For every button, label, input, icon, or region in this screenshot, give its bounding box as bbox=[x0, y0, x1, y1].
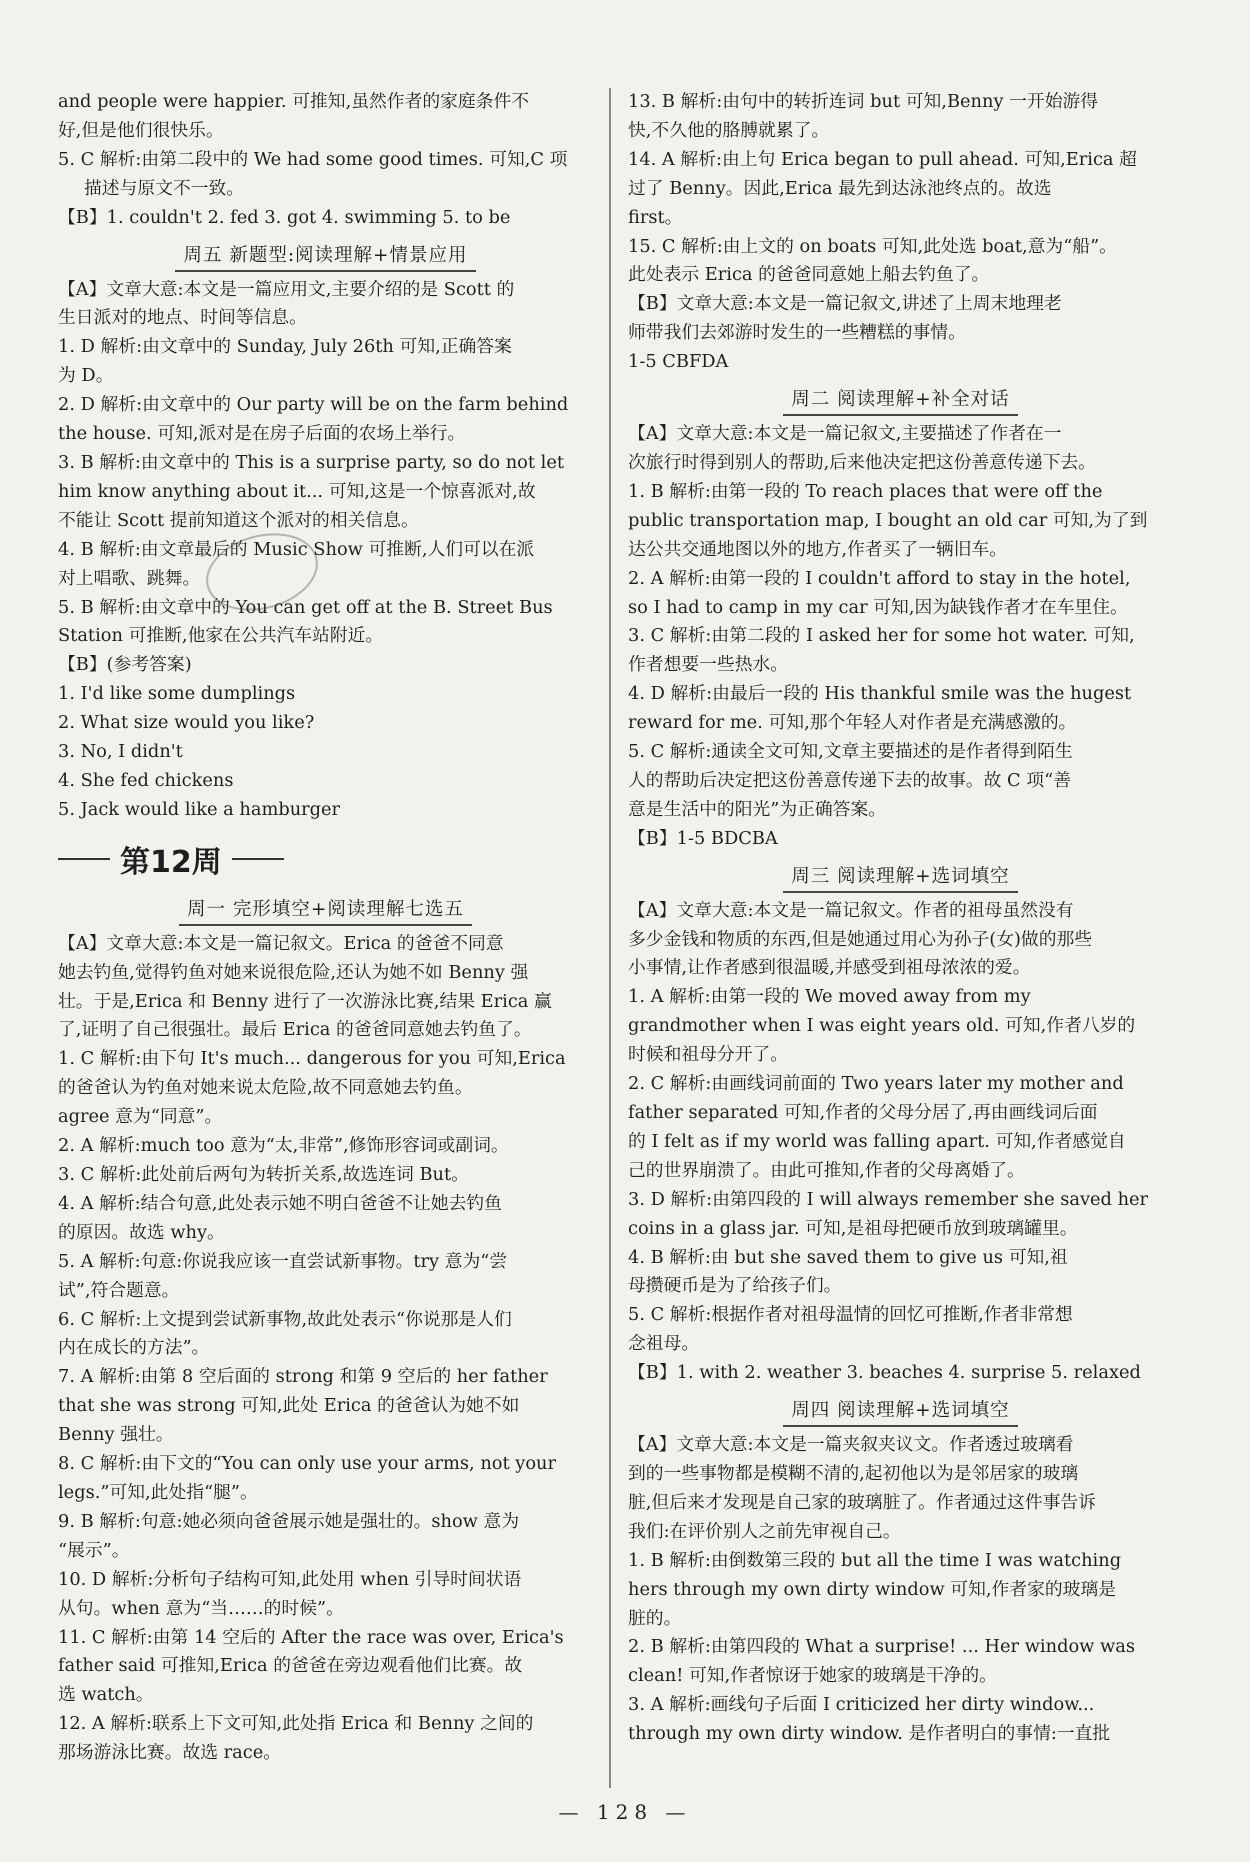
text-line: 【B】1-5 BDCBA bbox=[628, 827, 778, 849]
text-line: 3. A 解析:画线句子后面 I criticized her dirty window... bbox=[628, 1694, 1095, 1716]
text-line: 14. A 解析:由上句 Erica began to pull ahead. 可知,Erica 超 bbox=[628, 148, 1137, 170]
text-line: 【A】文章大意:本文是一篇记叙文。Erica 的爸爸不同意 bbox=[58, 932, 504, 954]
text-line: 脏,但后来才发现是自己家的玻璃脏了。作者通过这件事告诉 bbox=[628, 1491, 1096, 1513]
text-line: 人的帮助后决定把这份善意传递下去的故事。故 C 项“善 bbox=[628, 769, 1071, 791]
section-heading bbox=[58, 895, 593, 926]
text-line: 1-5 CBFDA bbox=[628, 351, 729, 373]
text-line: 从句。when 意为“当……的时候”。 bbox=[58, 1597, 344, 1619]
week-rule-left bbox=[58, 858, 110, 860]
text-line: 11. C 解析:由第 14 空后的 After the race was over, Erica's bbox=[58, 1626, 564, 1648]
text-line: agree 意为“同意”。 bbox=[58, 1106, 223, 1128]
text-line: through my own dirty window. 是作者明白的事情:一直批 bbox=[628, 1723, 1111, 1745]
text-line: 1. I'd like some dumplings bbox=[58, 683, 296, 705]
text-line: 3. C 解析:此处前后两句为转折关系,故选连词 But。 bbox=[58, 1164, 469, 1185]
text-line: 3. D 解析:由第四段的 I will always remember she saved her bbox=[628, 1188, 1149, 1210]
text-line: Benny 强壮。 bbox=[58, 1424, 174, 1446]
text-line: 试”,符合题意。 bbox=[58, 1279, 180, 1301]
week-title-text: 第12周 bbox=[120, 844, 222, 880]
text-line: and people were happier. 可推知,虽然作者的家庭条件不 bbox=[58, 91, 530, 112]
text-line: 的原因。故选 why。 bbox=[58, 1221, 225, 1243]
text-line: 5. Jack would like a hamburger bbox=[58, 798, 341, 820]
text-line: 2. D 解析:由文章中的 Our party will be on the farm behind bbox=[58, 394, 569, 416]
text-line: 8. C 解析:由下文的“You can only use your arms, not your bbox=[58, 1453, 557, 1475]
text-line: 13. B 解析:由句中的转折连词 but 可知,Benny 一开始游得 bbox=[628, 91, 1099, 112]
text-line: 对上唱歌、跳舞。 bbox=[58, 567, 201, 589]
text-line: first。 bbox=[628, 206, 683, 228]
section-heading-text: 周一 完形填空+阅读理解七选五 bbox=[179, 895, 472, 926]
text-line: 【B】(参考答案) bbox=[58, 654, 192, 676]
text-line: him know anything about it... 可知,这是一个惊喜派对,故 bbox=[58, 480, 536, 502]
text-line: 4. A 解析:结合句意,此处表示她不明白爸爸不让她去钓鱼 bbox=[58, 1192, 502, 1214]
section-heading-text: 周四 阅读理解+选词填空 bbox=[783, 1396, 1017, 1427]
text-line: 4. D 解析:由最后一段的 His thankful smile was the hugest bbox=[628, 683, 1132, 705]
text-line: 6. C 解析:上文提到尝试新事物,故此处表示“你说那是人们 bbox=[58, 1308, 512, 1330]
text-line: 1. D 解析:由文章中的 Sunday, July 26th 可知,正确答案 bbox=[58, 336, 512, 358]
text-line: 好,但是他们很快乐。 bbox=[58, 119, 224, 141]
text-line: 脏的。 bbox=[628, 1607, 682, 1629]
week-rule-right bbox=[232, 858, 284, 860]
text-line: 多少金钱和物质的东西,但是她通过用心为孙子(女)做的那些 bbox=[628, 928, 1093, 950]
text-line: 她去钓鱼,觉得钓鱼对她来说很危险,还认为她不如 Benny 强 bbox=[58, 961, 529, 983]
text-line: 的爸爸认为钓鱼对她来说太危险,故不同意她去钓鱼。 bbox=[58, 1077, 473, 1099]
text-line: 生日派对的地点、时间等信息。 bbox=[58, 307, 307, 329]
text-line: 1. C 解析:由下句 It's much... dangerous for you 可知,Erica bbox=[58, 1048, 566, 1070]
section-heading bbox=[628, 862, 1173, 893]
text-line: 了,证明了自己很强壮。最后 Erica 的爸爸同意她去钓鱼了。 bbox=[58, 1019, 532, 1041]
text-line: 1. B 解析:由倒数第三段的 but all the time I was watching bbox=[628, 1549, 1122, 1571]
text-line: 3. B 解析:由文章中的 This is a surprise party, so do not let bbox=[58, 451, 565, 473]
text-line: 为 D。 bbox=[58, 365, 114, 387]
text-line: 【A】文章大意:本文是一篇记叙文。作者的祖母虽然没有 bbox=[628, 899, 1074, 921]
text-line: so I had to camp in my car 可知,因为缺钱作者才在车里住。 bbox=[628, 596, 1128, 618]
text-line: “展示”。 bbox=[58, 1539, 130, 1561]
text-line: the house. 可知,派对是在房子后面的农场上举行。 bbox=[58, 423, 466, 445]
text-line: 次旅行时得到别人的帮助,后来他决定把这份善意传递下去。 bbox=[628, 451, 1096, 473]
text-line: 12. A 解析:联系上下文可知,此处指 Erica 和 Benny 之间的 bbox=[58, 1713, 534, 1735]
text-line: 4. B 解析:由文章最后的 Music Show 可推断,人们可以在派 bbox=[58, 538, 535, 560]
text-line: 3. C 解析:由第二段的 I asked her for some hot water. 可知, bbox=[628, 625, 1135, 647]
text-line: 不能让 Scott 提前知道这个派对的相关信息。 bbox=[58, 509, 419, 531]
text-line: 2. C 解析:由画线词前面的 Two years later my mother and bbox=[628, 1073, 1124, 1095]
text-line: 念祖母。 bbox=[628, 1333, 700, 1355]
text-line: 7. A 解析:由第 8 空后面的 strong 和第 9 空后的 her father bbox=[58, 1366, 548, 1388]
text-line: 过了 Benny。因此,Erica 最先到达泳池终点的。故选 bbox=[628, 177, 1052, 199]
text-line: 4. B 解析:由 but she saved them to give us 可知,祖 bbox=[628, 1246, 1068, 1268]
text-line: that she was strong 可知,此处 Erica 的爸爸认为她不如 bbox=[58, 1395, 520, 1417]
text-line: 【A】文章大意:本文是一篇夹叙夹议文。作者透过玻璃看 bbox=[628, 1434, 1074, 1456]
text-line: legs.”可知,此处指“腿”。 bbox=[58, 1481, 258, 1503]
text-line: 师带我们去郊游时发生的一些糟糕的事情。 bbox=[628, 322, 966, 344]
text-line: 小事情,让作者感到很温暖,并感受到祖母浓浓的爱。 bbox=[628, 957, 1031, 979]
text-line: 【B】文章大意:本文是一篇记叙文,讲述了上周末地理老 bbox=[628, 293, 1062, 315]
week-title bbox=[58, 835, 593, 883]
text-line: 快,不久他的胳膊就累了。 bbox=[628, 119, 830, 141]
section-heading bbox=[628, 385, 1173, 416]
text-line: hers through my own dirty window 可知,作者家的玻璃是 bbox=[628, 1578, 1116, 1600]
text-line: 那场游泳比赛。故选 race。 bbox=[58, 1742, 282, 1764]
section-heading-text: 周五 新题型:阅读理解+情景应用 bbox=[175, 241, 475, 272]
text-line: Station 可推断,他家在公共汽车站附近。 bbox=[58, 625, 384, 647]
text-line: 作者想要一些热水。 bbox=[628, 654, 789, 676]
text-line: 描述与原文不一致。 bbox=[84, 177, 245, 199]
text-line: 1. B 解析:由第一段的 To reach places that were off the bbox=[628, 480, 1103, 502]
text-line: 10. D 解析:分析句子结构可知,此处用 when 引导时间状语 bbox=[58, 1568, 522, 1590]
left-column bbox=[58, 88, 593, 1768]
text-line: 己的世界崩溃了。由此可推知,作者的父母离婚了。 bbox=[628, 1159, 1025, 1181]
text-line: 的 I felt as if my world was falling apart. 可知,作者感觉自 bbox=[628, 1130, 1126, 1152]
section-heading bbox=[628, 1396, 1173, 1427]
text-line: 9. B 解析:句意:她必须向爸爸展示她是强壮的。show 意为 bbox=[58, 1510, 520, 1532]
page-number: — 128 — bbox=[558, 1800, 692, 1824]
text-line: 此处表示 Erica 的爸爸同意她上船去钓鱼了。 bbox=[628, 264, 990, 286]
text-line: 2. A 解析:much too 意为“太,非常”,修饰形容词或副词。 bbox=[58, 1135, 509, 1157]
text-line: 【B】1. couldn't 2. fed 3. got 4. swimming 5. to be bbox=[58, 206, 511, 228]
text-line: 5. C 解析:由第二段中的 We had some good times. 可知,C 项 bbox=[58, 148, 568, 170]
section-heading bbox=[58, 241, 593, 272]
text-line: reward for me. 可知,那个年轻人对作者是充满感激的。 bbox=[628, 712, 1077, 734]
right-column bbox=[628, 88, 1173, 1749]
text-line: 2. What size would you like? bbox=[58, 712, 315, 734]
text-line: 选 watch。 bbox=[58, 1684, 154, 1706]
text-line: coins in a glass jar. 可知,是祖母把硬币放到玻璃罐里。 bbox=[628, 1217, 1078, 1239]
text-line: father separated 可知,作者的父母分居了,再由画线词后面 bbox=[628, 1102, 1098, 1123]
section-heading-text: 周二 阅读理解+补全对话 bbox=[783, 385, 1017, 416]
text-line: 我们:在评价别人之前先审视自己。 bbox=[628, 1520, 901, 1542]
text-line: 【A】文章大意:本文是一篇记叙文,主要描述了作者在一 bbox=[628, 423, 1062, 445]
text-line: 2. B 解析:由第四段的 What a surprise! ... Her window was bbox=[628, 1636, 1135, 1658]
text-line: public transportation map, I bought an old car 可知,为了到 bbox=[628, 509, 1148, 531]
text-line: 5. C 解析:通读全文可知,文章主要描述的是作者得到陌生 bbox=[628, 741, 1073, 763]
text-line: 【B】1. with 2. weather 3. beaches 4. surprise 5. relaxed bbox=[628, 1362, 1141, 1384]
text-line: 4. She fed chickens bbox=[58, 769, 234, 791]
text-line: 内在成长的方法”。 bbox=[58, 1337, 210, 1359]
text-line: 5. B 解析:由文章中的 You can get off at the B. Street Bus bbox=[58, 596, 553, 618]
text-line: 意是生活中的阳光”为正确答案。 bbox=[628, 798, 887, 820]
text-line: 壮。于是,Erica 和 Benny 进行了一次游泳比赛,结果 Erica 赢 bbox=[58, 990, 552, 1012]
text-line: 母攒硬币是为了给孩子们。 bbox=[628, 1275, 842, 1297]
text-line: 达公共交通地图以外的地方,作者买了一辆旧车。 bbox=[628, 538, 1008, 560]
column-divider bbox=[609, 88, 611, 1788]
text-line: 2. A 解析:由第一段的 I couldn't afford to stay in the hotel, bbox=[628, 567, 1131, 589]
text-line: 时候和祖母分开了。 bbox=[628, 1044, 789, 1066]
text-line: 3. No, I didn't bbox=[58, 741, 183, 763]
text-line: 【A】文章大意:本文是一篇应用文,主要介绍的是 Scott 的 bbox=[58, 278, 515, 300]
text-line: 15. C 解析:由上文的 on boats 可知,此处选 boat,意为“船”。 bbox=[628, 235, 1117, 257]
text-line: 5. A 解析:句意:你说我应该一直尝试新事物。try 意为“尝 bbox=[58, 1250, 508, 1272]
text-line: 5. C 解析:根据作者对祖母温情的回忆可推断,作者非常想 bbox=[628, 1304, 1073, 1326]
section-heading-text: 周三 阅读理解+选词填空 bbox=[783, 862, 1017, 893]
text-line: father said 可推知,Erica 的爸爸在旁边观看他们比赛。故 bbox=[58, 1655, 523, 1677]
text-line: clean! 可知,作者惊讶于她家的玻璃是干净的。 bbox=[628, 1665, 997, 1687]
text-line: 到的一些事物都是模糊不清的,起初他以为是邻居家的玻璃 bbox=[628, 1462, 1079, 1484]
text-line: grandmother when I was eight years old. 可知,作者八岁的 bbox=[628, 1015, 1136, 1037]
text-line: 1. A 解析:由第一段的 We moved away from my bbox=[628, 986, 1031, 1008]
